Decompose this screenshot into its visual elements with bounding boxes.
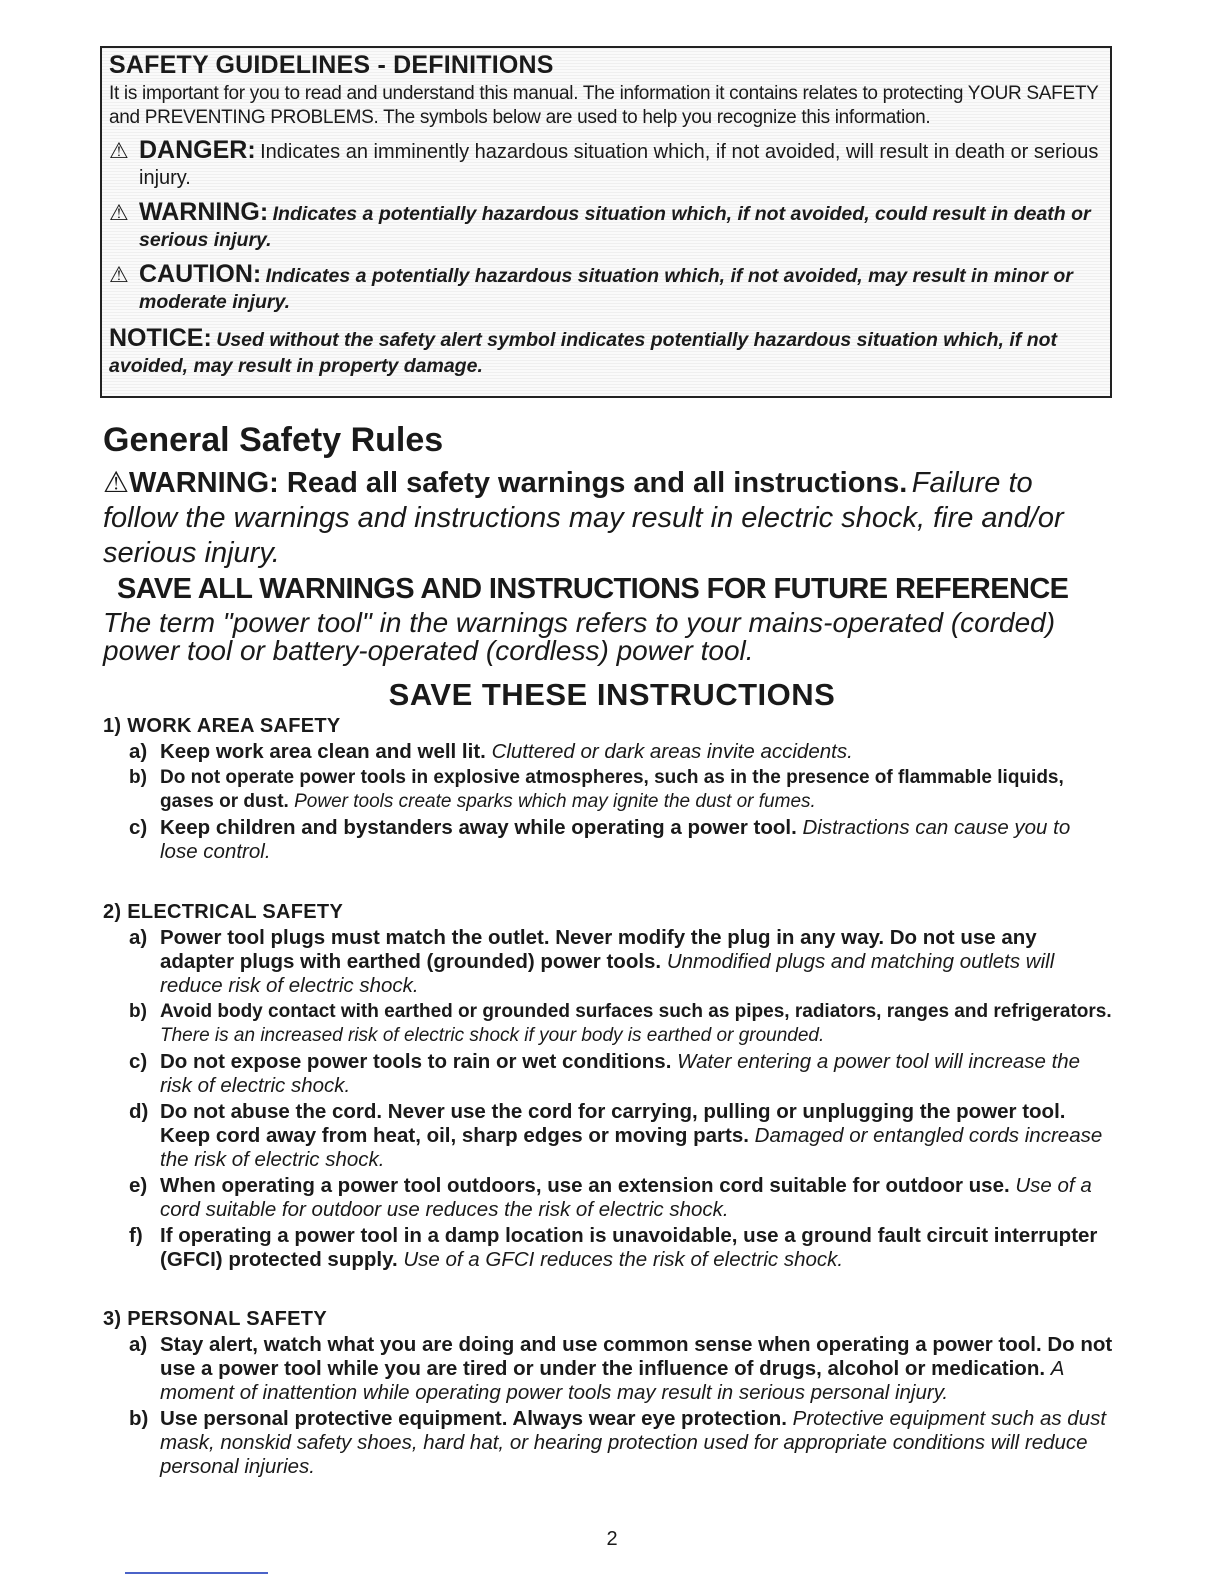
list-item [103,1100,1113,1172]
general-safety-rules-title: General Safety Rules [103,421,444,459]
item-bold: Do not abuse the cord. Never use the cord for carrying, pulling or unplugging the power tool. Keep cord away from heat, oil, sharp edges or moving parts. [160,1100,1066,1147]
notice-text: Used without the safety alert symbol indicates potentially hazardous situation which, if not avoided, may result in property damage. [109,329,1058,377]
list-item [103,1000,1113,1048]
item-label: c) [129,816,148,839]
definitions-box [100,46,1112,398]
list-item [103,1174,1113,1222]
item-label: a) [129,740,148,763]
item-bold: Do not expose power tools to rain or wet conditions. [160,1050,672,1073]
item-bold: Power tool plugs must match the outlet. Never modify the plug in any way. Do not use any adapter plugs with earthed (grounded) power tools. [160,926,1037,973]
list-item [103,1224,1113,1272]
warning-term: WARNING: [139,198,269,226]
definitions-title: SAFETY GUIDELINES - DEFINITIONS [109,51,554,79]
danger-text: Indicates an imminently hazardous situation which, if not avoided, will result in death or serious injury. [139,141,1099,189]
item-italic: Use of a GFCI reduces the risk of electric shock. [403,1248,844,1271]
item-italic: Protective equipment such as dust mask, nonskid safety shoes, hard hat, or hearing protection used for appropriate conditions will reduce personal injuries. [160,1407,1107,1478]
item-italic: Cluttered or dark areas invite accidents. [491,740,853,763]
danger-term: DANGER: [139,136,256,164]
list-item [103,1050,1113,1098]
item-italic: A moment of inattention while operating power tools may result in serious personal injury. [160,1357,1064,1404]
item-label: f) [129,1224,143,1247]
page-number: 2 [606,1528,618,1550]
general-warning [103,468,1113,573]
item-italic: Unmodified plugs and matching outlets will reduce risk of electric shock. [160,950,1055,997]
item-italic: Power tools create sparks which may ignite the dust or fumes. [294,791,816,812]
list-item [103,816,1113,864]
list-item [103,926,1113,998]
item-label: c) [129,1050,148,1073]
item-label: e) [129,1174,148,1197]
save-these-instructions-heading: SAVE THESE INSTRUCTIONS [388,677,836,712]
item-label: a) [129,926,148,949]
item-label: b) [129,1407,149,1430]
alert-triangle-icon: ⚠ [109,262,129,287]
warning-text: Indicates a potentially hazardous situation which, if not avoided, could result in death or serious injury. [139,203,1091,251]
item-label: a) [129,1333,148,1356]
list-item [103,1333,1113,1405]
danger-definition [109,138,1100,192]
item-bold: Use personal protective equipment. Always wear eye protection. [160,1407,787,1430]
alert-triangle-icon: ⚠ [109,200,129,225]
item-label: b) [129,1001,147,1022]
item-italic: Damaged or entangled cords increase the risk of electric shock. [160,1124,1103,1171]
list-item [103,740,1113,764]
item-bold: Keep children and bystanders away while operating a power tool. [160,816,797,839]
notice-term: NOTICE: [109,324,212,352]
warning-definition [109,200,1100,254]
work-area-section [103,714,1113,864]
section-heading: 3) PERSONAL SAFETY [103,1308,327,1330]
section-heading: 1) WORK AREA SAFETY [103,715,341,737]
definitions-intro: It is important for you to read and understand this manual. The information it contains relates to protecting YOUR SAFETY and PREVENTING PROBLEMS. The symbols below are used to help you recognize this information. [109,83,1099,128]
item-bold: Do not operate power tools in explosive atmospheres, such as in the presence of flammable liquids, gases or dust. [160,767,1064,812]
item-italic: There is an increased risk of electric shock if your body is earthed or grounded. [160,1025,825,1046]
caution-definition [109,262,1100,316]
item-bold: Avoid body contact with earthed or grounded surfaces such as pipes, radiators, ranges and refrigerators. [160,1001,1112,1022]
item-italic: Distractions can cause you to lose control. [160,816,1071,863]
item-label: d) [129,1100,149,1123]
list-item [103,1407,1113,1479]
power-tool-term-definition: The term "power tool" in the warnings refers to your mains-operated (corded) power tool or battery-operated (cordless) power tool. [103,607,1056,666]
personal-section [103,1307,1113,1479]
footer-rule [125,1572,268,1574]
save-all-heading: SAVE ALL WARNINGS AND INSTRUCTIONS FOR FUTURE REFERENCE [117,573,1069,605]
caution-text: Indicates a potentially hazardous situation which, if not avoided, may result in minor or moderate injury. [139,265,1073,313]
list-item [103,766,1113,814]
item-italic: Use of a cord suitable for outdoor use reduces the risk of electric shock. [160,1174,1092,1221]
item-italic: Water entering a power tool will increase the risk of electric shock. [160,1050,1081,1097]
item-bold: Stay alert, watch what you are doing and use common sense when operating a power tool. Do not use a power tool while you are tired or under the influence of drugs, alcohol or medication. [160,1333,1113,1380]
general-warning-italic: Failure to follow the warnings and instructions may result in electric shock, fire and/or serious injury. [103,467,1064,569]
warning-triangle-icon: ⚠ [103,467,129,499]
notice-definition [109,326,1100,380]
item-label: b) [129,767,147,788]
electrical-section [103,900,1113,1272]
item-bold: If operating a power tool in a damp location is unavoidable, use a ground fault circuit interrupter (GFCI) protected supply. [160,1224,1098,1271]
item-bold: When operating a power tool outdoors, use an extension cord suitable for outdoor use. [160,1174,1010,1197]
caution-term: CAUTION: [139,260,262,288]
section-heading: 2) ELECTRICAL SAFETY [103,901,344,923]
alert-triangle-icon: ⚠ [109,138,129,163]
item-bold: Keep work area clean and well lit. [160,740,486,763]
general-warning-bold: WARNING: Read all safety warnings and all instructions. [129,467,908,499]
